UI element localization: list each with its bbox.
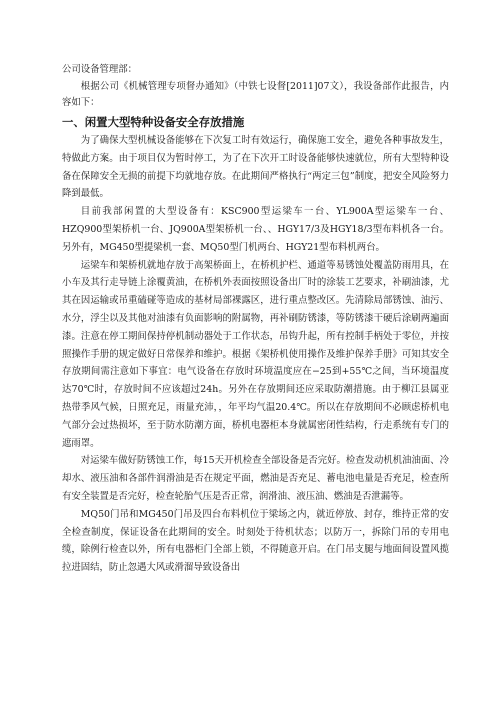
body-paragraph: 为了确保大型机械设备能够在下次复工时有效运行，确保施工安全，避免各种事故发生，特做此方案。由于项目仅为暂时停工，为了在下次开工时设备能够快速就位，所有大型特种设备在保障安全无损的前提下均就地存放。在此期间严格执行“两定三包”制度，把安全风险努力降到最低。 xyxy=(62,135,449,200)
body-paragraph: 运梁车和架桥机就地存放于高架桥面上，在桥机护栏、通道等易锈蚀处覆盖防雨用具，在小车及其行走导链上涂覆黄油，在桥机外表面按照设备出厂时的涂装工艺要求，补刷油漆，尤其在因运输或吊重磕碰等造成的基材局部裸露区，进行重点整改区。先清除局部锈蚀、油污、水分，浮尘以及其他对油漆有负面影响的附属物，再补刷防锈漆，等防锈漆干硬后涂刷两遍面漆。注意在停工期间保持停机制动器处于工作状态，吊钩升起，所有控制手柄处于零位，并按照操作手册的规定做好日常保养和维护。根据《架桥机使用操作及维护保养手册》可知其安全存放期间需注意如下事宜：电气设备在存放时环境温度应在−25到+55℃之间，当环境温度达70℃时，存放时间不应该超过24h。另外在存放期间还应采取防潮措施。由于柳江县属亚热带季风气候，日照充足，雨量充沛，，年平均气温20.4℃。所以在存放期间不必顾虑桥机电气部分会过热损坏，至于防水防潮方面，桥机电器柜本身就属密闭性结构，行走系统有专门的遮雨罩。 xyxy=(62,259,449,449)
body-paragraph: 对运梁车做好防锈蚀工作，每15天开机检查全部设备是否完好。检查发动机机油油面、冷却水、液压油和各部件润滑油是否在规定平面，燃油是否充足、蓄电池电量是否充足，检查所有安全装置是否完好，检查轮胎气压是否正常，润滑油、液压油、燃油是否泄漏等。 xyxy=(62,455,449,502)
body-paragraph: MQ50门吊和MG450门吊及四台布料机位于梁场之内，就近停放、封存，维持正常的安全检查制度，保证设备在此期间的安全。时刻处于待机状态；以防万一，拆除门吊的专用电缆，除例行检查以外，所有电器柜门全部上锁，不得随意开启。在门吊支腿与地面间设置风揽拉进固结，防止忽遇大风或滑溜导致设备出 xyxy=(62,508,449,574)
body-paragraph: 目前我部闲置的大型设备有：KSC900型运梁车一台、YL900A型运梁车一台、HZQ900型架桥机一台、JQ900A型架桥机一台、、HGY17/3及HGY18/3型布料机各一台。另外有，MG450型提梁机一套、MQ50型门机两台、HGY21型布料机两台。 xyxy=(62,206,449,253)
greeting-line: 公司设备管理部： xyxy=(62,64,138,75)
section-heading: 一、闲置大型特种设备安全存放措施 xyxy=(62,115,245,129)
intro-paragraph: 根据公司《机械管理专项督办通知》（中铁七设督[2011]07文），我设备部作此报告，内容如下： xyxy=(62,81,449,108)
